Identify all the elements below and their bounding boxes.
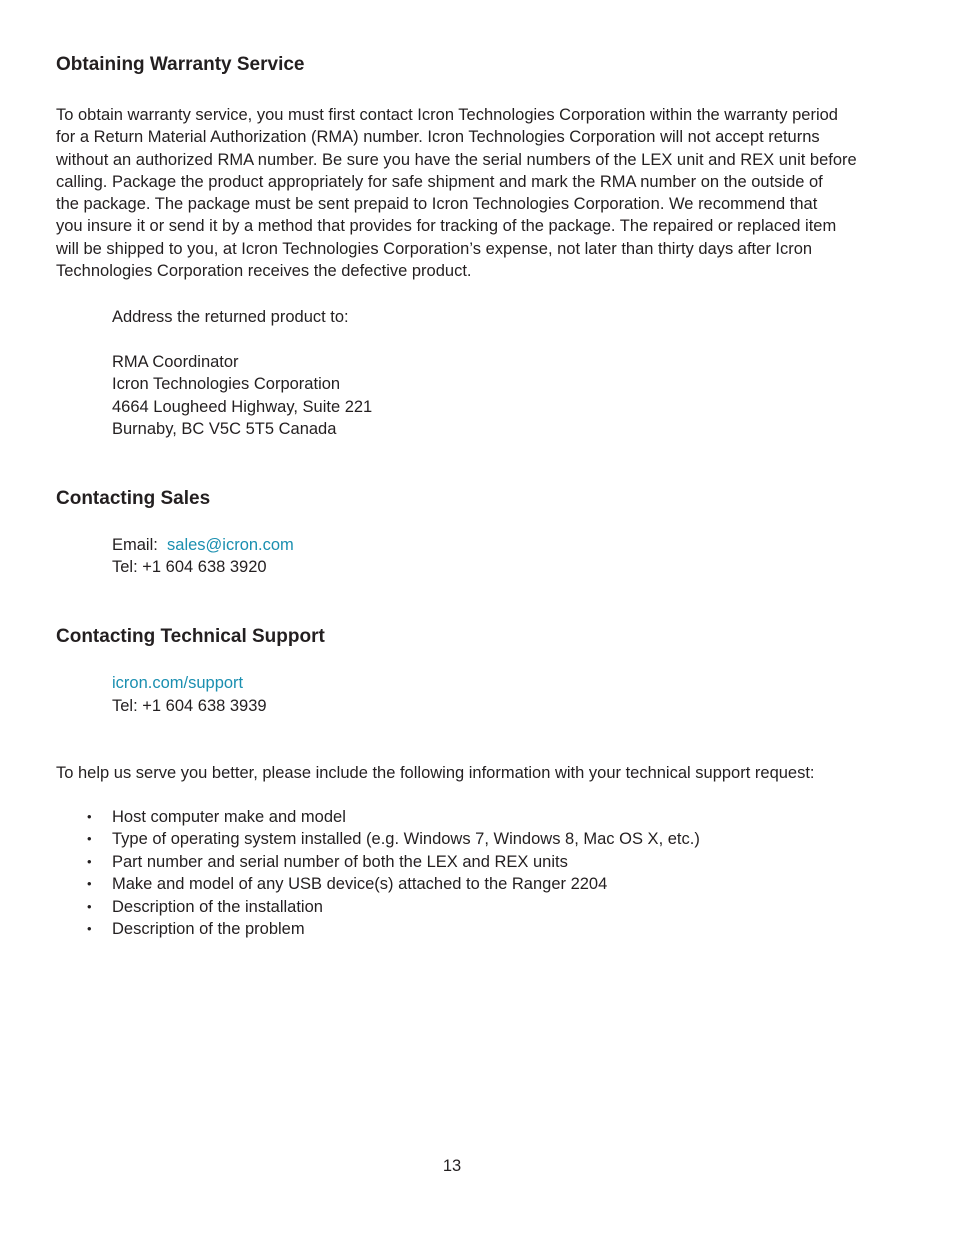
list-item-text: Part number and serial number of both the LEX and REX units (112, 852, 568, 871)
warranty-line: without an authorized RMA number. Be sure you have the serial numbers of the LEX unit and REX unit before (56, 150, 857, 169)
list-item-text: Description of the problem (112, 919, 305, 938)
bullet-icon: • (87, 876, 92, 892)
support-intro: To help us serve you better, please include the following information with your technical support request: (56, 764, 815, 782)
sales-email-label: Email: (112, 536, 158, 554)
bullet-icon: • (87, 853, 92, 869)
bullet-icon: • (87, 898, 92, 914)
page-number: 13 (442, 1157, 462, 1175)
support-heading: Contacting Technical Support (56, 626, 325, 647)
address-intro: Address the returned product to: (112, 308, 349, 326)
bullet-icon: • (87, 831, 92, 847)
warranty-line: Technologies Corporation receives the defective product. (56, 262, 472, 281)
address-line: Burnaby, BC V5C 5T5 Canada (112, 419, 337, 438)
list-item (56, 896, 700, 918)
list-item-text: Make and model of any USB device(s) attached to the Ranger 2204 (112, 875, 608, 894)
warranty-line: calling. Package the product appropriately for safe shipment and mark the RMA number on the outside of (56, 172, 823, 191)
bullet-icon: • (87, 920, 92, 936)
bullet-icon: • (87, 809, 92, 824)
sales-tel: Tel: +1 604 638 3920 (112, 558, 267, 576)
sales-heading: Contacting Sales (56, 488, 211, 509)
warranty-line: will be shipped to you, at Icron Technologies Corporation’s expense, not later than thirty days after Icron (56, 239, 813, 258)
list-item (56, 918, 700, 940)
list-item (56, 851, 700, 873)
list-item (56, 873, 700, 895)
sales-email-link[interactable]: sales@icron.com (167, 536, 294, 554)
list-item (56, 806, 700, 828)
support-info-list (56, 806, 700, 940)
list-item (56, 828, 700, 850)
warranty-line: you insure it or send it by a method that provides for tracking of the package. The repaired or replaced item (56, 217, 837, 236)
support-link[interactable]: icron.com/support (112, 674, 244, 692)
warranty-line: for a Return Material Authorization (RMA) number. Icron Technologies Corporation will not accept returns (56, 128, 820, 147)
warranty-heading: Obtaining Warranty Service (56, 54, 305, 75)
list-item-text: Host computer make and model (112, 808, 346, 826)
address-line: 4664 Lougheed Highway, Suite 221 (112, 397, 373, 416)
address-line: Icron Technologies Corporation (112, 375, 341, 394)
list-item-text: Type of operating system installed (e.g. Windows 7, Windows 8, Mac OS X, etc.) (112, 830, 700, 849)
return-address (112, 351, 372, 440)
warranty-line: To obtain warranty service, you must first contact Icron Technologies Corporation within the warranty period (56, 106, 838, 124)
warranty-paragraph (56, 104, 906, 282)
list-item-text: Description of the installation (112, 897, 323, 916)
warranty-line: the package. The package must be sent prepaid to Icron Technologies Corporation. We recommend that (56, 195, 818, 214)
address-line: RMA Coordinator (112, 353, 239, 371)
support-tel: Tel: +1 604 638 3939 (112, 697, 267, 715)
sales-email-row (112, 534, 294, 556)
